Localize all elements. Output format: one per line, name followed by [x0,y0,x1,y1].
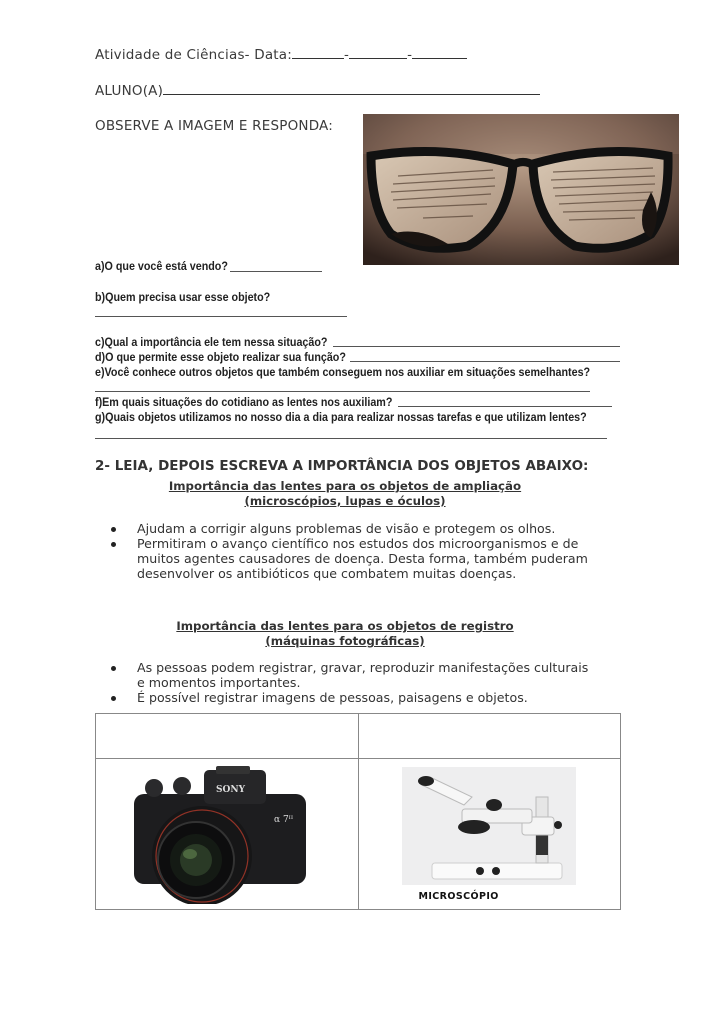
answer-a-line[interactable] [230,271,322,272]
answer-b-line[interactable] [95,316,347,317]
date-year-field[interactable] [412,44,467,59]
answer-cell-right[interactable] [358,714,620,759]
question-c: c)Qual a importância ele tem nessa situação? [95,335,328,349]
microscope-label: MICROSCÓPIO [418,890,499,902]
block1-bullets [95,521,595,581]
question-b: b)Quem precisa usar esse objeto? [95,290,271,304]
answer-g-line[interactable] [95,438,607,439]
section2-title: 2- LEIA, DEPOIS ESCREVA A IMPORTÂNCIA DOS OBJETOS ABAIXO: [95,458,589,474]
question-e: e)Você conhece outros objetos que também conseguem nos auxiliar em situações semelhantes? [95,365,591,379]
block2-heading [95,619,595,649]
block2-heading-line1: Importância das lentes para os objetos de registro [176,619,514,633]
camera-model-text: α 7ᴵᴵ [274,815,294,825]
answer-cell-left[interactable] [96,714,359,759]
camera-photo [124,764,314,904]
answer-e-line[interactable] [95,391,590,392]
glasses-photo [363,114,679,265]
block2-bullets [95,660,595,705]
student-name-field[interactable] [163,80,540,95]
date-separator: - [407,47,413,63]
question-d: d)O que permite esse objeto realizar sua função? [95,350,346,364]
activity-date-line [95,44,467,63]
question-a: a)O que você está vendo? [95,259,228,273]
camera-cell [96,759,359,910]
student-label: ALUNO(A) [95,83,164,99]
list-item: É possível registrar imagens de pessoas, paisagens e objetos. [95,690,595,705]
objects-table [95,713,621,910]
student-name-line [95,80,540,99]
camera-brand-text: SONY [216,785,245,795]
question-g: g)Quais objetos utilizamos no nosso dia a dia para realizar nossas tarefas e que utilizam lentes? [95,410,587,424]
answer-d-line[interactable] [350,361,620,362]
block1-heading [95,479,595,509]
block1-heading-line1: Importância das lentes para os objetos de ampliação [168,479,522,493]
instruction-text: OBSERVE A IMAGEM E RESPONDA: [95,118,334,134]
date-month-field[interactable] [349,44,407,59]
microscope-cell [358,759,620,910]
date-day-field[interactable] [292,44,344,59]
block2-heading-line2: (máquinas fotográficas) [265,634,425,648]
microscope-photo [402,767,576,885]
date-separator: - [344,47,350,63]
list-item: Ajudam a corrigir alguns problemas de visão e protegem os olhos. [95,521,595,536]
activity-label: Atividade de Ciências- Data: [95,47,293,63]
question-f: f)Em quais situações do cotidiano as lentes nos auxiliam? [95,395,393,409]
list-item: As pessoas podem registrar, gravar, reproduzir manifestações culturais e momentos importantes. [95,660,595,690]
list-item: Permitiram o avanço científico nos estudos dos microorganismos e de muitos agentes causadores de doença. Desta forma, também puderam desenvolver os antibióticos que combatem muitas doenças. [95,536,595,581]
answer-f-line[interactable] [398,406,612,407]
answer-c-line[interactable] [333,346,620,347]
block1-heading-line2: (microscópios, lupas e óculos) [244,494,446,508]
